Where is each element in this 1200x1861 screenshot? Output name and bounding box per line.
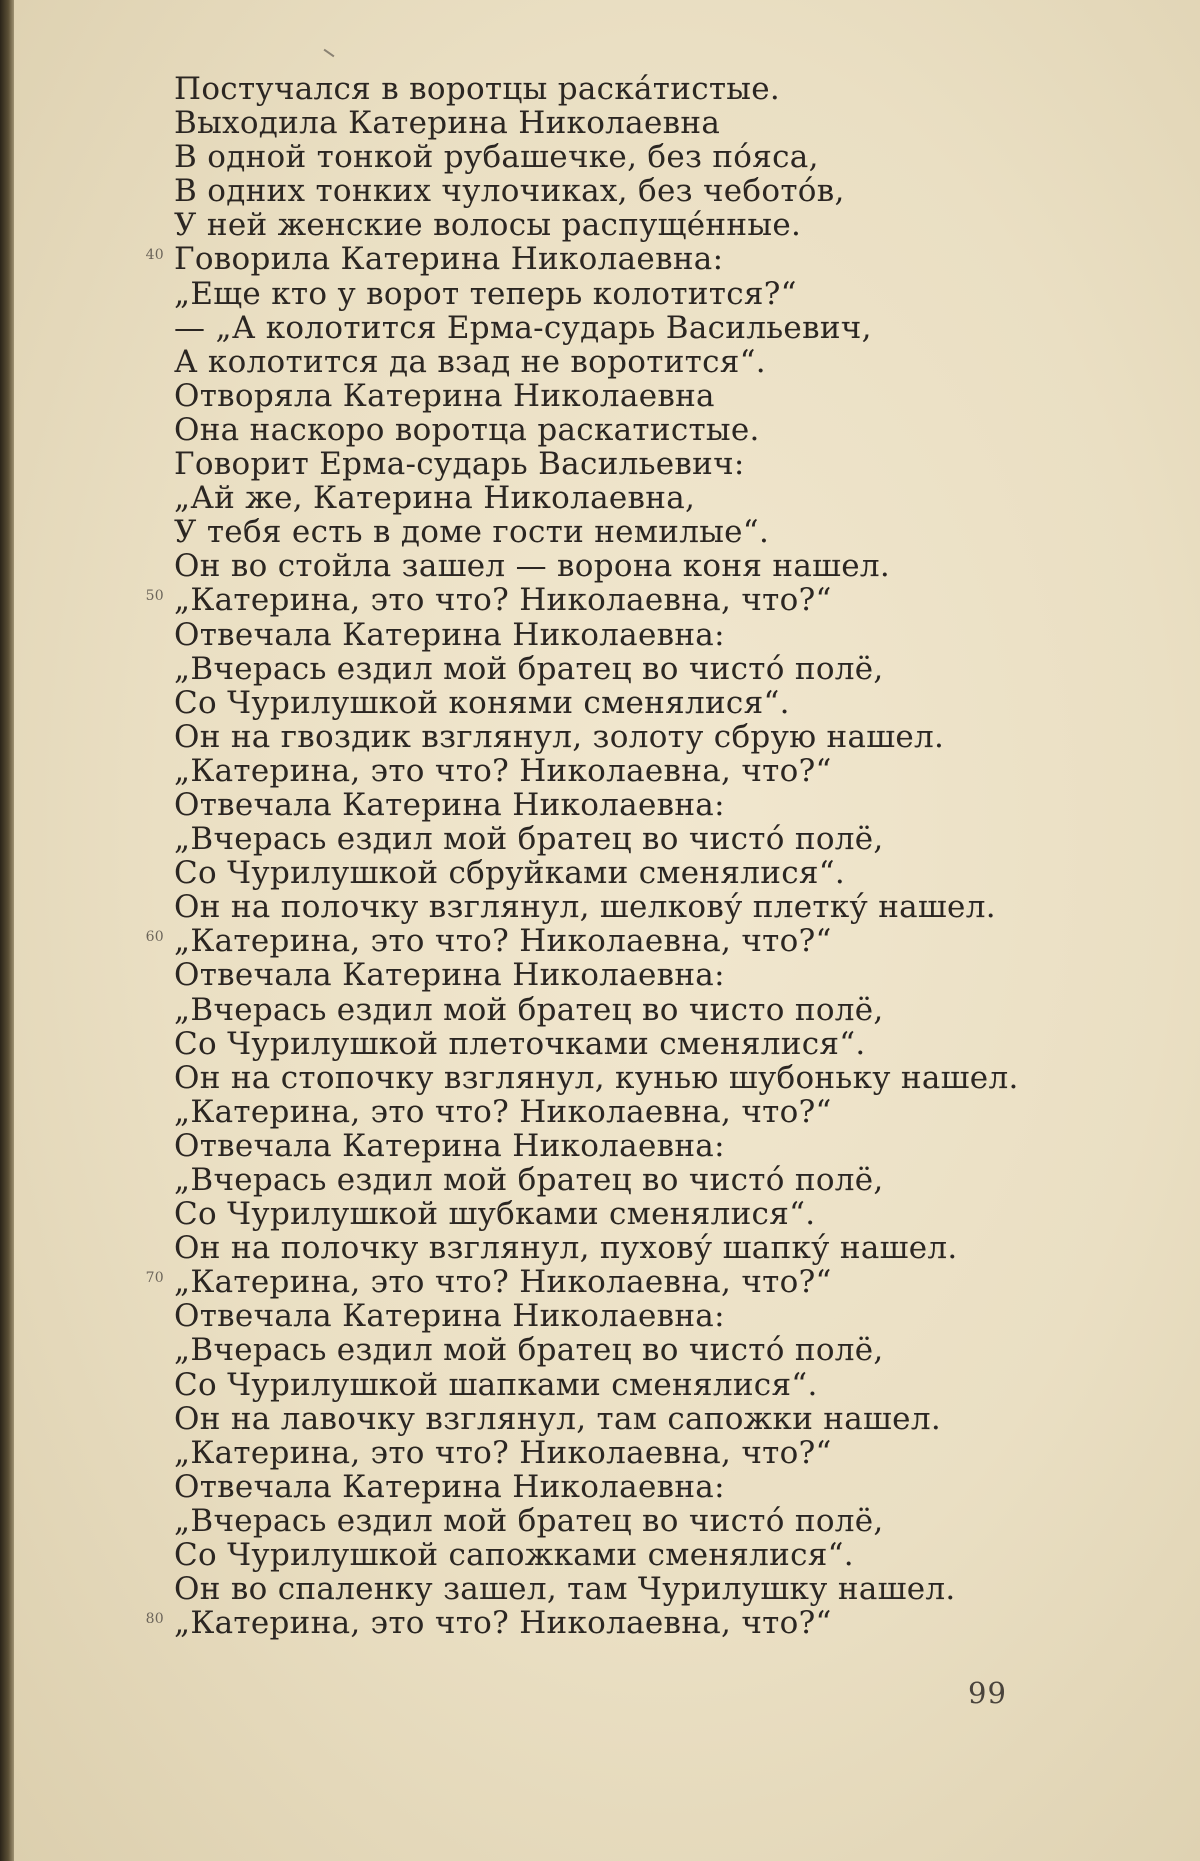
poem-line xyxy=(174,958,1034,992)
line-text: Постучался в воротцы раскáтистые. xyxy=(174,71,781,107)
line-text: Он на гвоздик взглянул, золоту сбрую нашел. xyxy=(174,718,945,755)
poem-line xyxy=(174,1333,1034,1367)
poem-line xyxy=(174,1027,1034,1061)
line-text: Отвечала Катерина Николаевна: xyxy=(174,1298,725,1335)
poem-line xyxy=(174,1061,1034,1095)
line-text: Со Чурилушкой сбруйками сменялися“. xyxy=(174,855,846,892)
poem-line xyxy=(174,1163,1034,1197)
line-text: Он на лавочку взглянул, там сапожки нашел. xyxy=(174,1400,941,1437)
line-text: А колотится да взад не воротится“. xyxy=(174,343,766,380)
line-text: Отворяла Катерина Николаевна xyxy=(174,377,715,414)
poem-line xyxy=(174,890,1034,924)
poem-line xyxy=(174,106,1034,140)
line-text: Отвечала Катерина Николаевна: xyxy=(174,1468,725,1505)
line-number: 40 xyxy=(145,247,164,264)
line-text: „Катерина, это что? Николаевна, что?“ xyxy=(174,923,832,960)
poem-line xyxy=(174,993,1034,1027)
line-number: 70 xyxy=(145,1270,164,1287)
poem-line xyxy=(174,1129,1034,1163)
line-text: „Катерина, это что? Николаевна, что?“ xyxy=(174,1093,832,1130)
line-text: У ней женские волосы распущéнные. xyxy=(174,207,802,244)
line-text: Он во стойла зашел — ворона коня нашел. xyxy=(174,548,891,585)
line-text: В одной тонкой рубашечке, без пóяса, xyxy=(174,139,819,176)
line-text: Говорит Ерма-сударь Васильевич: xyxy=(174,446,745,483)
line-text: „Вчерась ездил мой братец во чисто полё, xyxy=(174,991,884,1028)
poem-line xyxy=(174,856,1034,890)
line-text: „Катерина, это что? Николаевна, что?“ xyxy=(174,1605,832,1642)
poem-line xyxy=(174,1572,1034,1606)
line-text: „Ай же, Катерина Николаевна, xyxy=(174,480,696,517)
poem-line xyxy=(174,447,1034,481)
poem-line xyxy=(174,72,1034,106)
poem-line xyxy=(174,1095,1034,1129)
line-text: Отвечала Катерина Николаевна: xyxy=(174,957,725,994)
line-text: Со Чурилушкой конями сменялися“. xyxy=(174,684,790,721)
line-text: „Еще кто у ворот теперь колотится?“ xyxy=(174,275,797,312)
poem-line xyxy=(174,686,1034,720)
line-text: „Катерина, это что? Николаевна, что?“ xyxy=(174,1434,832,1471)
poem-text xyxy=(145,71,1034,1642)
line-number: 60 xyxy=(145,929,164,946)
poem-line xyxy=(174,1504,1034,1538)
poem-line xyxy=(145,241,1034,278)
poem-line xyxy=(174,515,1034,549)
poem-line xyxy=(174,140,1034,174)
line-text: „Вчерась ездил мой братец во чистó полё, xyxy=(174,821,884,858)
line-text: Он на стопочку взглянул, кунью шубоньку нашел. xyxy=(174,1059,1019,1096)
line-text: „Катерина, это что? Николаевна, что?“ xyxy=(174,1264,832,1301)
poem-line xyxy=(174,549,1034,583)
poem-line xyxy=(145,1605,1034,1642)
poem-line xyxy=(174,1197,1034,1231)
line-text: Он на полочку взглянул, шелкову́ плетку́ нашел. xyxy=(174,889,996,926)
line-text: Со Чурилушкой сапожками сменялися“. xyxy=(174,1537,854,1574)
line-text: Со Чурилушкой шубками сменялися“. xyxy=(174,1196,816,1233)
poem-line xyxy=(174,311,1034,345)
line-text: „Вчерась ездил мой братец во чистó полё, xyxy=(174,1502,884,1539)
poem-line xyxy=(174,788,1034,822)
poem-line xyxy=(174,1470,1034,1504)
poem-line xyxy=(174,1368,1034,1402)
poem-line xyxy=(174,1299,1034,1333)
line-text: Со Чурилушкой плеточками сменялися“. xyxy=(174,1025,866,1062)
poem-line xyxy=(145,582,1034,619)
line-text: Отвечала Катерина Николаевна: xyxy=(174,786,725,823)
line-text: — „А колотится Ерма-сударь Васильевич, xyxy=(174,309,872,346)
poem-line xyxy=(174,652,1034,686)
poem-line xyxy=(174,379,1034,413)
poem-line xyxy=(174,413,1034,447)
line-text: Со Чурилушкой шапками сменялися“. xyxy=(174,1366,818,1403)
line-text: Отвечала Катерина Николаевна: xyxy=(174,616,725,653)
poem-line xyxy=(174,174,1034,208)
line-text: Отвечала Катерина Николаевна: xyxy=(174,1127,725,1164)
poem-line xyxy=(174,1402,1034,1436)
poem-line xyxy=(174,345,1034,379)
poem-line xyxy=(174,481,1034,515)
line-text: „Вчерась ездил мой братец во чистó полё, xyxy=(174,650,884,687)
page-number: 99 xyxy=(968,1676,1007,1710)
line-text: „Вчерась ездил мой братец во чистó полё, xyxy=(174,1162,884,1198)
poem-line xyxy=(174,720,1034,754)
poem-line xyxy=(174,618,1034,652)
line-text: „Катерина, это что? Николаевна, что?“ xyxy=(174,582,832,619)
line-text: Она наскоро воротца раскатистые. xyxy=(174,411,760,448)
line-text: В одних тонких чулочиках, без чеботóв, xyxy=(174,173,845,210)
line-text: Выходила Катерина Николаевна xyxy=(174,105,721,142)
poem-line xyxy=(174,1436,1034,1470)
poem-line xyxy=(145,923,1034,960)
line-text: Он на полочку взглянул, пухову́ шапку́ нашел. xyxy=(174,1230,958,1267)
line-number: 50 xyxy=(145,588,164,605)
poem-line xyxy=(174,1231,1034,1265)
poem-line xyxy=(174,822,1034,856)
line-number: 80 xyxy=(145,1611,164,1628)
line-text: „Вчерась ездил мой братец во чистó полё, xyxy=(174,1332,884,1369)
line-text: У тебя есть в доме гости немилые“. xyxy=(174,514,770,551)
poem-line xyxy=(174,1538,1034,1572)
poem-line xyxy=(145,1264,1034,1301)
line-text: Говорила Катерина Николаевна: xyxy=(174,241,724,278)
book-spine-shadow xyxy=(0,0,14,1861)
poem-line xyxy=(174,277,1034,311)
line-text: „Катерина, это что? Николаевна, что?“ xyxy=(174,752,832,789)
poem-line xyxy=(174,208,1034,242)
line-text: Он во спаленку зашел, там Чурилушку нашел. xyxy=(174,1571,956,1608)
poem-line xyxy=(174,754,1034,788)
